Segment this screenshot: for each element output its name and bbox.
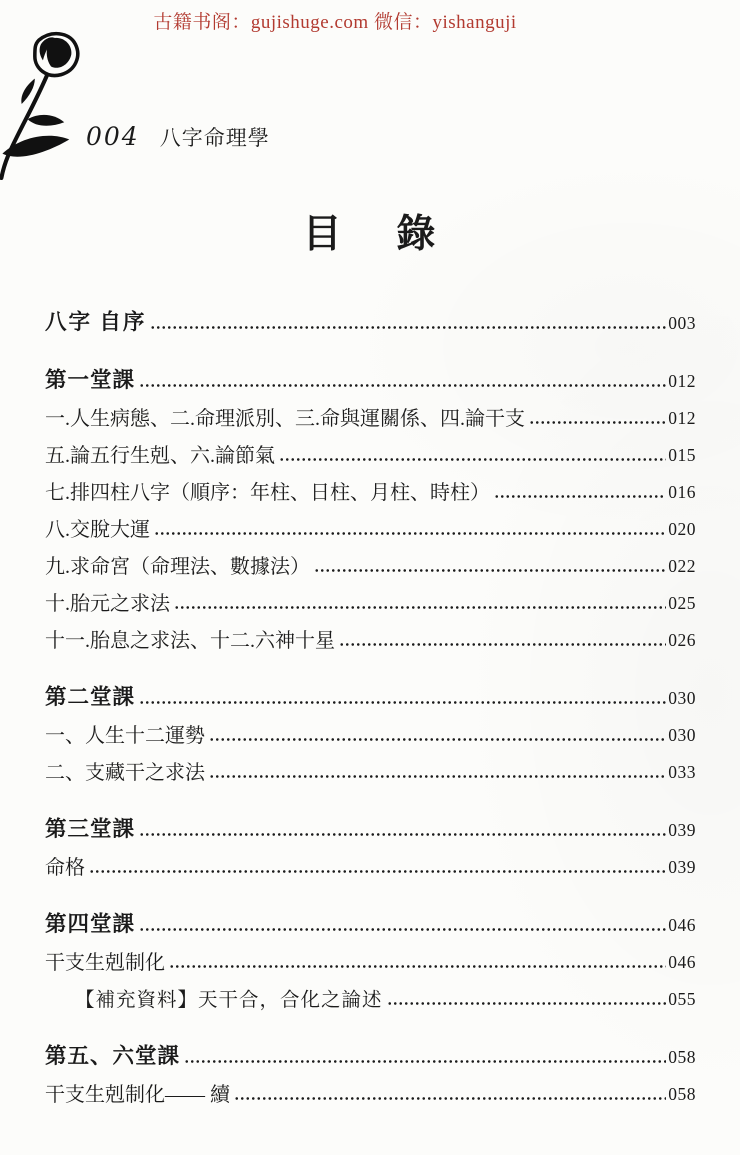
folio-line (86, 122, 270, 152)
dot-leader (209, 737, 666, 742)
dot-leader (387, 1001, 667, 1006)
dot-leader (139, 383, 666, 388)
dot-leader (139, 700, 666, 705)
toc-entry-page: 039 (668, 857, 696, 877)
toc-entry (45, 846, 696, 883)
dot-leader (494, 494, 666, 499)
toc-entry-label: 九.求命宮（命理法、數據法） (45, 556, 310, 578)
toc-entry (45, 360, 696, 397)
dot-leader (174, 605, 666, 610)
toc-entry-page: 046 (668, 952, 696, 972)
toc-entry-label: 一.人生病態、二.命理派別、三.命與運關係、四.論干支 (45, 408, 525, 430)
toc-entry (45, 582, 696, 619)
toc-entry-label: 八.交脫大運 (45, 519, 150, 541)
toc-list (45, 302, 696, 1110)
toc-entry-page: 058 (668, 1047, 696, 1067)
toc-entry (45, 434, 696, 471)
toc-entry (45, 809, 696, 846)
dot-leader (279, 457, 666, 462)
toc-entry (45, 978, 696, 1015)
toc-entry-page: 033 (668, 762, 696, 782)
dot-leader (209, 774, 666, 779)
toc-entry-label: 第四堂課 (45, 912, 136, 936)
dot-leader (89, 869, 666, 874)
toc-entry-page: 012 (668, 408, 696, 428)
dot-leader (150, 325, 666, 330)
toc-entry-label: 干支生剋制化 (45, 952, 165, 974)
dot-leader (154, 531, 666, 536)
toc-entry-page: 030 (668, 688, 696, 708)
toc-entry-label: 七.排四柱八字（順序：年柱、日柱、月柱、時柱） (45, 482, 490, 504)
toc-entry-page: 015 (668, 445, 696, 465)
toc-entry (45, 302, 696, 339)
toc-entry-page: 030 (668, 725, 696, 745)
dot-leader (139, 927, 666, 932)
toc-entry (45, 1073, 696, 1110)
toc-entry-label: 八字 自序 (45, 310, 147, 334)
toc-entry (45, 941, 696, 978)
toc-entry-label: 【補充資料】天干合，合化之論述 (75, 990, 383, 1011)
dot-leader (139, 832, 666, 837)
toc-entry-page: 020 (668, 519, 696, 539)
toc-entry-page: 003 (668, 313, 696, 333)
dot-leader (529, 420, 666, 425)
toc-entry-page: 055 (668, 989, 696, 1009)
toc-entry (45, 677, 696, 714)
dot-leader (169, 964, 666, 969)
folio-page-number: 004 (86, 122, 140, 151)
toc-entry-label: 第一堂課 (45, 368, 136, 392)
toc-entry-page: 058 (668, 1084, 696, 1104)
toc-entry-label: 十一.胎息之求法、十二.六神十星 (45, 630, 335, 652)
toc-entry-page: 012 (668, 371, 696, 391)
toc-entry (45, 751, 696, 788)
toc-entry-label: 第五、六堂課 (45, 1044, 181, 1068)
toc-entry-page: 046 (668, 915, 696, 935)
toc-entry-label: 五.論五行生剋、六.論節氣 (45, 445, 275, 467)
toc-entry (45, 545, 696, 582)
book-title: 八字命理學 (159, 126, 270, 150)
toc-entry-page: 016 (668, 482, 696, 502)
toc-entry (45, 714, 696, 751)
toc-entry (45, 471, 696, 508)
toc-entry (45, 619, 696, 656)
toc-entry-label: 干支生剋制化—— 續 (45, 1084, 230, 1106)
toc-entry (45, 904, 696, 941)
watermark-text: 古籍书阁：gujishuge.com 微信：yishanguji (153, 12, 517, 33)
toc-entry-label: 命格 (45, 857, 85, 879)
toc-entry-label: 一、人生十二運勢 (45, 725, 205, 747)
dot-leader (234, 1096, 666, 1101)
toc-entry-page: 026 (668, 630, 696, 650)
toc-entry-label: 第二堂課 (45, 685, 136, 709)
flower-icon (0, 28, 100, 180)
toc-entry-page: 022 (668, 556, 696, 576)
dot-leader (184, 1059, 666, 1064)
toc-entry-page: 025 (668, 593, 696, 613)
toc-entry-label: 二、支藏干之求法 (45, 762, 205, 784)
toc-entry-label: 十.胎元之求法 (45, 593, 170, 615)
page-title: 目 錄 (302, 213, 438, 256)
toc-entry-page: 039 (668, 820, 696, 840)
toc-entry (45, 508, 696, 545)
toc-entry-label: 第三堂課 (45, 817, 136, 841)
toc-entry (45, 397, 696, 434)
toc-entry (45, 1036, 696, 1073)
dot-leader (314, 568, 666, 573)
dot-leader (339, 642, 666, 647)
